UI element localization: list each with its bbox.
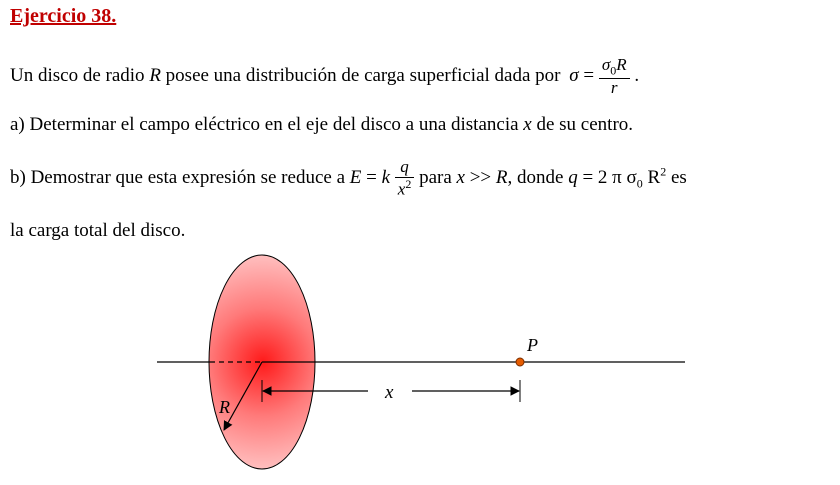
- exercise-title: Ejercicio 38.: [10, 5, 117, 27]
- point-p: [516, 358, 524, 366]
- sigma-formula: σ = $\frac{\sigma_0R}{r}$: [569, 65, 634, 86]
- field-formula: E = k $\frac{q}{x^2}$: [350, 167, 419, 188]
- point-p-label: P: [527, 335, 538, 355]
- part-a: a) Determinar el campo eléctrico en el eje del disco a una distancia x de su centro.: [10, 114, 634, 135]
- part-b: b) Demostrar que esta expresión se reduce a E = k $\frac{q}{x^2}$ para x >> R, donde q = 2 π $\sigma_0$ $R^2$ es: [10, 157, 687, 199]
- distance-label: x: [385, 382, 394, 403]
- radius-label: R: [219, 397, 230, 417]
- problem-statement: Un disco de radio R posee una distribución de carga superficial dada por σ = $\frac{\sigma_0R}{r}$ .: [10, 55, 640, 97]
- part-b-continued: la carga total del disco.: [10, 220, 186, 241]
